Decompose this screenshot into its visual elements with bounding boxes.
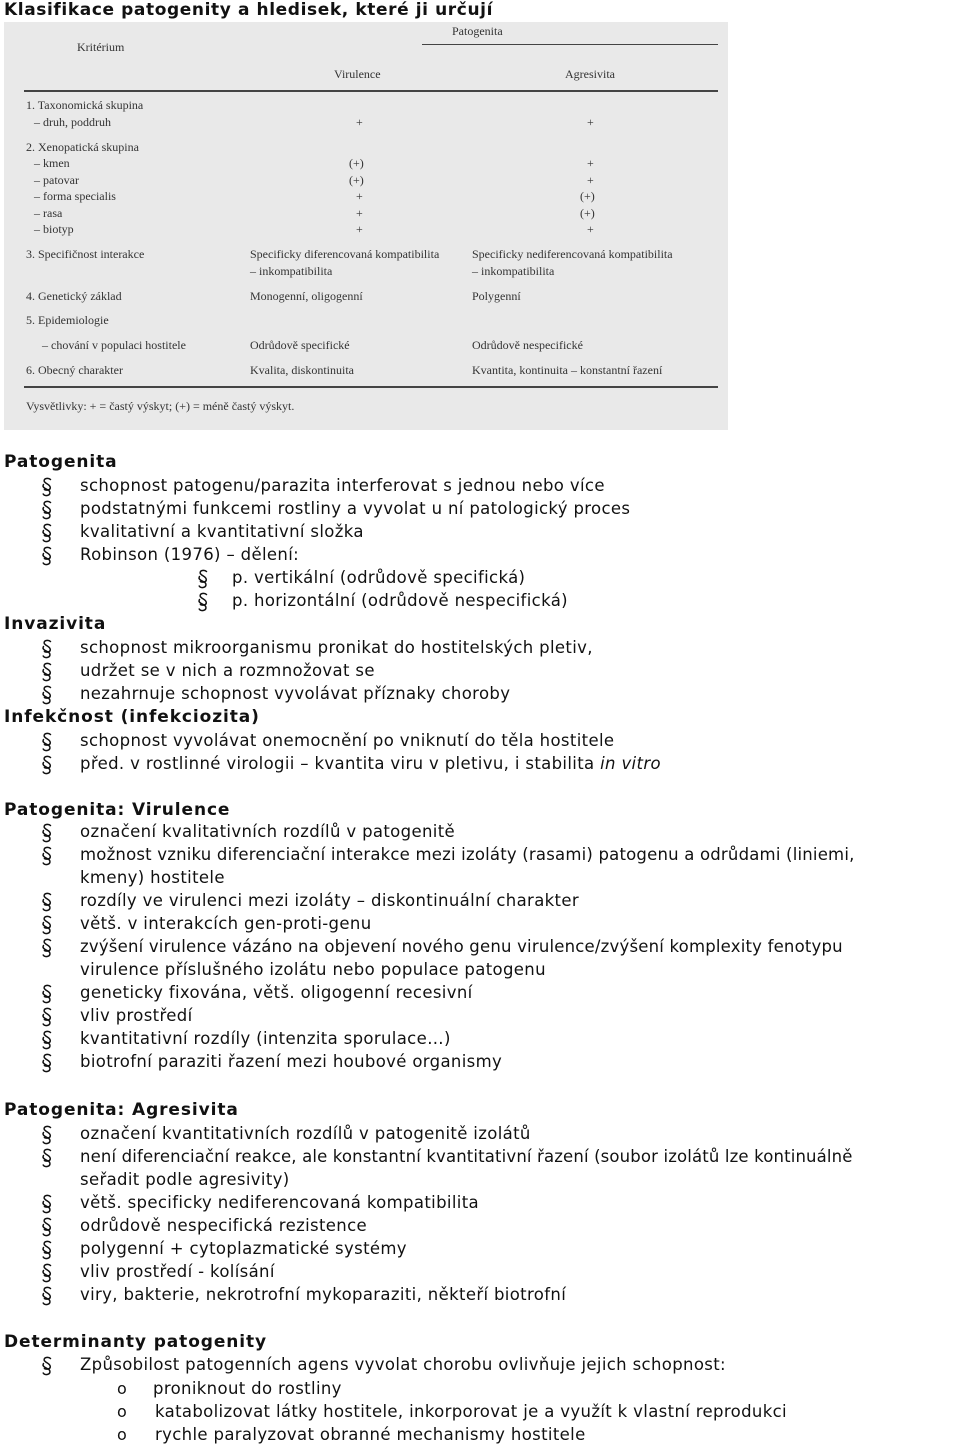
list-item: podstatnými funkcemi rostliny a vyvolat u ní patologický proces xyxy=(80,499,631,518)
table-rule xyxy=(422,44,718,45)
table-cell-virulence: + xyxy=(356,222,363,236)
bullet-icon xyxy=(40,984,54,1004)
bullet-icon xyxy=(40,477,54,497)
list-subitem: katabolizovat látky hostitele, inkorporovat je a využít k vlastní reprodukci xyxy=(155,1402,787,1421)
table-cell-virulence: Monogenní, oligogenní xyxy=(250,289,363,303)
list-item-continuation: kmeny) hostitele xyxy=(80,868,225,887)
section-heading-infekcnost: Infekčnost (infekciozita) xyxy=(4,707,260,727)
table-row-label: – rasa xyxy=(34,206,63,220)
table-header-virulence: Virulence xyxy=(334,67,381,81)
table-row-label: – forma specialis xyxy=(34,189,116,203)
table-rule xyxy=(24,386,718,388)
list-item xyxy=(80,754,661,773)
bullet-icon xyxy=(40,846,54,866)
list-item: polygenní + cytoplazmatické systémy xyxy=(80,1239,407,1258)
list-item: rozdíly ve virulenci mezi izoláty – diskontinuální charakter xyxy=(80,891,580,910)
table-cell-virulence: + xyxy=(356,206,363,220)
table-cell-agresivita: Specificky nediferencovaná kompatibilita xyxy=(472,247,673,261)
list-item: označení kvantitativních rozdílů v patogenitě izolátů xyxy=(80,1124,531,1143)
table-cell-virulence: (+) xyxy=(349,156,364,170)
list-subitem: proniknout do rostliny xyxy=(153,1379,342,1398)
list-item: větš. v interakcích gen-proti-genu xyxy=(80,914,372,933)
list-subitem: rychle paralyzovat obranné mechanismy hostitele xyxy=(155,1425,586,1444)
table-row-label: – druh, poddruh xyxy=(34,115,111,129)
section-heading-patogenita: Patogenita xyxy=(4,452,118,472)
table-legend: Vysvětlivky: + = častý výskyt; (+) = méně častý výskyt. xyxy=(26,399,295,413)
bullet-icon xyxy=(40,1194,54,1214)
list-item: možnost vzniku diferenciační interakce mezi izoláty (rasami) patogenu a odrůdami (liniemi, xyxy=(80,845,855,864)
table-row-label: 3. Specifičnost interakce xyxy=(26,247,145,261)
table-row-label: 4. Genetický základ xyxy=(26,289,122,303)
list-item: kvantitativní rozdíly (intenzita sporulace…) xyxy=(80,1029,451,1048)
table-row-label: – biotyp xyxy=(34,222,74,236)
bullet-icon xyxy=(40,755,54,775)
list-item: schopnost mikroorganismu pronikat do hostitelských pletiv, xyxy=(80,638,593,657)
bullet-icon xyxy=(40,915,54,935)
italic-term: in vitro xyxy=(600,754,661,773)
bullet-icon xyxy=(40,1053,54,1073)
table-cell-agresivita: Odrůdově nespecifické xyxy=(472,338,583,352)
list-item: označení kvalitativních rozdílů v patogenitě xyxy=(80,822,456,841)
list-subitem: p. vertikální (odrůdově specifická) xyxy=(232,568,526,587)
table-cell-virulence: – inkompatibilita xyxy=(250,264,333,278)
table-row-label: – chování v populaci hostitele xyxy=(42,338,186,352)
table-rule xyxy=(24,90,718,92)
table-cell-agresivita: + xyxy=(587,115,594,129)
bullet-icon xyxy=(40,1356,54,1376)
section-heading-agresivita: Patogenita: Agresivita xyxy=(4,1100,239,1120)
bullet-icon xyxy=(40,1030,54,1050)
bullet-icon xyxy=(40,546,54,566)
table-cell-virulence: Kvalita, diskontinuita xyxy=(250,363,354,377)
table-row-label: 5. Epidemiologie xyxy=(26,313,109,327)
table-header-kriterium: Kritérium xyxy=(77,40,125,54)
bullet-icon xyxy=(40,1217,54,1237)
list-subitem: p. horizontální (odrůdově nespecifická) xyxy=(232,591,568,610)
classification-table-figure xyxy=(4,22,728,430)
bullet-icon xyxy=(40,639,54,659)
list-item: kvalitativní a kvantitativní složka xyxy=(80,522,364,541)
list-item: není diferenciační reakce, ale konstantní kvantitativní řazení (soubor izolátů lze kontinuálně xyxy=(80,1147,853,1166)
table-cell-virulence: Specificky diferencovaná kompatibilita xyxy=(250,247,440,261)
bullet-icon xyxy=(40,500,54,520)
bullet-icon xyxy=(40,662,54,682)
list-item: vliv prostředí xyxy=(80,1006,193,1025)
circle-bullet-icon: o xyxy=(117,1425,127,1444)
bullet-icon xyxy=(40,938,54,958)
table-cell-agresivita: (+) xyxy=(580,189,595,203)
table-header-agresivita: Agresivita xyxy=(565,67,615,81)
list-item: zvýšení virulence vázáno na objevení nového genu virulence/zvýšení komplexity fenotypu xyxy=(80,937,843,956)
bullet-icon xyxy=(40,1125,54,1145)
table-cell-virulence: Odrůdově specifické xyxy=(250,338,350,352)
table-header-patogenita: Patogenita xyxy=(452,24,503,38)
circle-bullet-icon: o xyxy=(117,1379,127,1398)
bullet-icon xyxy=(40,732,54,752)
bullet-icon xyxy=(196,592,210,612)
list-item: odrůdově nespecifická rezistence xyxy=(80,1216,368,1235)
list-item: větš. specificky nediferencovaná kompatibilita xyxy=(80,1193,479,1212)
bullet-icon xyxy=(40,892,54,912)
table-cell-agresivita: + xyxy=(587,156,594,170)
table-row-label: 1. Taxonomická skupina xyxy=(26,98,144,112)
list-item: schopnost vyvolávat onemocnění po vniknutí do těla hostitele xyxy=(80,731,615,750)
section-heading-virulence: Patogenita: Virulence xyxy=(4,800,231,820)
list-item-continuation: seřadit podle agresivity) xyxy=(80,1170,290,1189)
list-item: udržet se v nich a rozmnožovat se xyxy=(80,661,375,680)
list-item-text: před. v rostlinné virologii – kvantita viru v pletivu, i stabilita xyxy=(80,754,601,773)
bullet-icon xyxy=(40,1263,54,1283)
table-cell-virulence: (+) xyxy=(349,173,364,187)
table-row-label: 2. Xenopatická skupina xyxy=(26,140,139,154)
bullet-icon xyxy=(196,569,210,589)
table-row-label: 6. Obecný charakter xyxy=(26,363,123,377)
table-cell-agresivita: (+) xyxy=(580,206,595,220)
bullet-icon xyxy=(40,1286,54,1306)
list-item-continuation: virulence příslušného izolátu nebo populace patogenu xyxy=(80,960,546,979)
bullet-icon xyxy=(40,1148,54,1168)
table-cell-virulence: + xyxy=(356,189,363,203)
table-cell-agresivita: – inkompatibilita xyxy=(472,264,555,278)
table-cell-agresivita: + xyxy=(587,222,594,236)
list-item: viry, bakterie, nekrotrofní mykoparaziti, někteří biotrofní xyxy=(80,1285,567,1304)
table-row-label: – patovar xyxy=(34,173,79,187)
list-item: nezahrnuje schopnost vyvolávat příznaky choroby xyxy=(80,684,511,703)
list-item: geneticky fixována, větš. oligogenní recesivní xyxy=(80,983,473,1002)
table-cell-agresivita: Kvantita, kontinuita – konstantní řazení xyxy=(472,363,663,377)
list-item: Způsobilost patogenních agens vyvolat chorobu ovlivňuje jejich schopnost: xyxy=(80,1355,726,1374)
page-title: Klasifikace patogenity a hledisek, které ji určují xyxy=(4,0,494,20)
bullet-icon xyxy=(40,523,54,543)
table-cell-virulence: + xyxy=(356,115,363,129)
section-heading-determinanty: Determinanty patogenity xyxy=(4,1332,268,1352)
table-cell-agresivita: Polygenní xyxy=(472,289,521,303)
bullet-icon xyxy=(40,1240,54,1260)
list-item: Robinson (1976) – dělení: xyxy=(80,545,300,564)
table-row-label: – kmen xyxy=(34,156,70,170)
list-item: vliv prostředí - kolísání xyxy=(80,1262,275,1281)
section-heading-invazivita: Invazivita xyxy=(4,614,107,634)
circle-bullet-icon: o xyxy=(117,1402,127,1421)
bullet-icon xyxy=(40,685,54,705)
table-cell-agresivita: + xyxy=(587,173,594,187)
list-item: biotrofní paraziti řazení mezi houbové organismy xyxy=(80,1052,503,1071)
bullet-icon xyxy=(40,1007,54,1027)
list-item: schopnost patogenu/parazita interferovat s jednou nebo více xyxy=(80,476,605,495)
bullet-icon xyxy=(40,823,54,843)
